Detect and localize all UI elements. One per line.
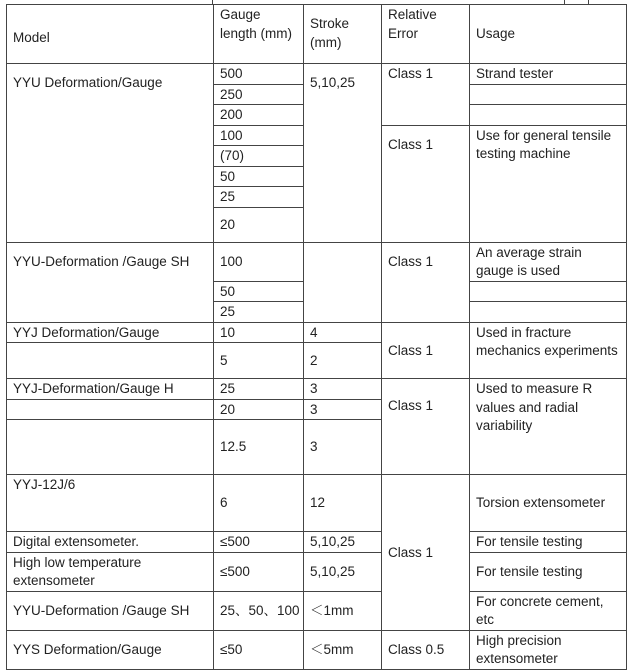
gauge-cell: 250 — [214, 84, 304, 105]
model-yyj-h: YYJ-Deformation/Gauge H — [7, 379, 214, 400]
table-row — [7, 532, 627, 553]
model-empty — [7, 420, 214, 475]
model-yys: YYS Deformation/Gauge — [7, 630, 214, 669]
error-yys: Class 0.5 — [382, 630, 470, 669]
extensometer-spec-table — [6, 4, 627, 670]
gauge-cell: 20 — [214, 207, 304, 242]
model-yyj-12j: YYJ-12J/6 — [7, 475, 214, 532]
usage-concrete: For concrete cement, etc — [470, 591, 627, 630]
usage-tensile: For tensile testing — [470, 552, 627, 591]
stroke-cell: 5,10,25 — [304, 532, 382, 553]
gauge-cell: 6 — [214, 475, 304, 532]
gauge-cell: 25、50、100 — [214, 591, 304, 630]
table-row — [7, 475, 627, 532]
stroke-yyu: 5,10,25 — [304, 64, 382, 243]
usage-fracture: Used in fracture mechanics experiments — [470, 322, 627, 379]
usage-general: Use for general tensile testing machine — [470, 125, 627, 242]
usage-empty — [470, 105, 627, 126]
model-yyj: YYJ Deformation/Gauge — [7, 322, 214, 343]
gauge-cell: 100 — [214, 242, 304, 281]
gauge-cell: 25 — [214, 187, 304, 208]
gauge-cell: 25 — [214, 379, 304, 400]
gauge-cell: 500 — [214, 64, 304, 85]
model-high-low: High low temperature extensometer — [7, 552, 214, 591]
stroke-cell: 3 — [304, 420, 382, 475]
header-stroke: Stroke (mm) — [304, 5, 382, 64]
model-yyu: YYU Deformation/Gauge — [7, 64, 214, 243]
model-empty — [7, 399, 214, 420]
model-yyu-sh: YYU-Deformation /Gauge SH — [7, 242, 214, 322]
header-model: Model — [7, 5, 214, 64]
stroke-cell: 12 — [304, 475, 382, 532]
gauge-cell: ≤50 — [214, 630, 304, 669]
header-gauge-length: Gauge length (mm) — [214, 5, 304, 64]
stroke-empty — [304, 242, 382, 322]
error-shared: Class 1 — [382, 475, 470, 631]
stroke-cell: 4 — [304, 322, 382, 343]
gauge-cell: 20 — [214, 399, 304, 420]
table-row — [7, 379, 627, 400]
gauge-cell: ≤500 — [214, 532, 304, 553]
gauge-cell: 50 — [214, 166, 304, 187]
model-digital: Digital extensometer. — [7, 532, 214, 553]
error-yyj-h: Class 1 — [382, 379, 470, 475]
header-usage: Usage — [470, 5, 627, 64]
table-row — [7, 242, 627, 281]
stroke-cell: ＜1mm — [304, 591, 382, 630]
table-row — [7, 322, 627, 343]
gauge-cell: 5 — [214, 343, 304, 379]
gauge-cell: 10 — [214, 322, 304, 343]
usage-strand: Strand tester — [470, 64, 627, 85]
gauge-cell: 100 — [214, 125, 304, 146]
error-yyj: Class 1 — [382, 322, 470, 379]
usage-r-values: Used to measure R values and radial variability — [470, 379, 627, 475]
gauge-cell: 25 — [214, 302, 304, 323]
gauge-cell: 50 — [214, 281, 304, 302]
usage-torsion: Torsion extensometer — [470, 475, 627, 532]
model-empty — [7, 343, 214, 379]
error-yyu-general: Class 1 — [382, 125, 470, 242]
usage-empty — [470, 281, 627, 302]
gauge-cell: 200 — [214, 105, 304, 126]
gauge-cell: (70) — [214, 146, 304, 167]
model-yyu-sh-concrete: YYU-Deformation /Gauge SH — [7, 591, 214, 630]
gauge-cell: 12.5 — [214, 420, 304, 475]
table-row — [7, 591, 627, 630]
error-yyu-sh: Class 1 — [382, 242, 470, 322]
header-row — [7, 5, 627, 64]
header-relative-error: Relative Error — [382, 5, 470, 64]
stroke-cell: ＜5mm — [304, 630, 382, 669]
gauge-cell: ≤500 — [214, 552, 304, 591]
stroke-cell: 3 — [304, 379, 382, 400]
usage-tensile: For tensile testing — [470, 532, 627, 553]
stroke-cell: 5,10,25 — [304, 552, 382, 591]
usage-average-strain: An average strain gauge is used — [470, 242, 627, 281]
table-row — [7, 64, 627, 85]
stroke-cell: 2 — [304, 343, 382, 379]
usage-empty — [470, 302, 627, 323]
table-row — [7, 552, 627, 591]
stroke-cell: 3 — [304, 399, 382, 420]
usage-high-precision: High precision extensometer — [470, 630, 627, 669]
table-row — [7, 630, 627, 669]
usage-empty — [470, 84, 627, 105]
error-yyu-strand: Class 1 — [382, 64, 470, 126]
